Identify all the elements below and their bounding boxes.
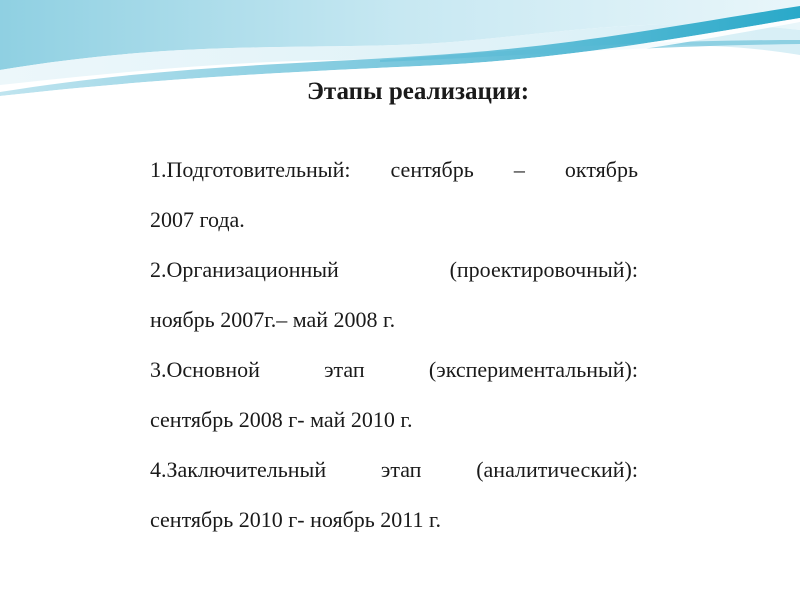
stage-line: 2007 года.: [150, 207, 245, 232]
stage-line: ноябрь 2007г.– май 2008 г.: [150, 307, 396, 332]
stage-line: 4.Заключительный этап (аналитический):: [150, 457, 638, 482]
stage-item: [150, 445, 638, 545]
stage-item: [150, 145, 638, 245]
slide-title: Этапы реализации:: [306, 78, 530, 105]
stage-item: [150, 245, 638, 345]
stage-item: [150, 345, 638, 445]
stage-line: 1.Подготовительный: сентябрь – октябрь: [150, 157, 638, 182]
stage-line: сентябрь 2008 г- май 2010 г.: [150, 407, 413, 432]
stage-line: 3.Основной этап (экспериментальный):: [150, 357, 638, 382]
stage-line: 2.Организационный (проектировочный):: [150, 257, 638, 282]
stages-list: [150, 145, 638, 545]
stage-line: сентябрь 2010 г- ноябрь 2011 г.: [150, 507, 442, 532]
